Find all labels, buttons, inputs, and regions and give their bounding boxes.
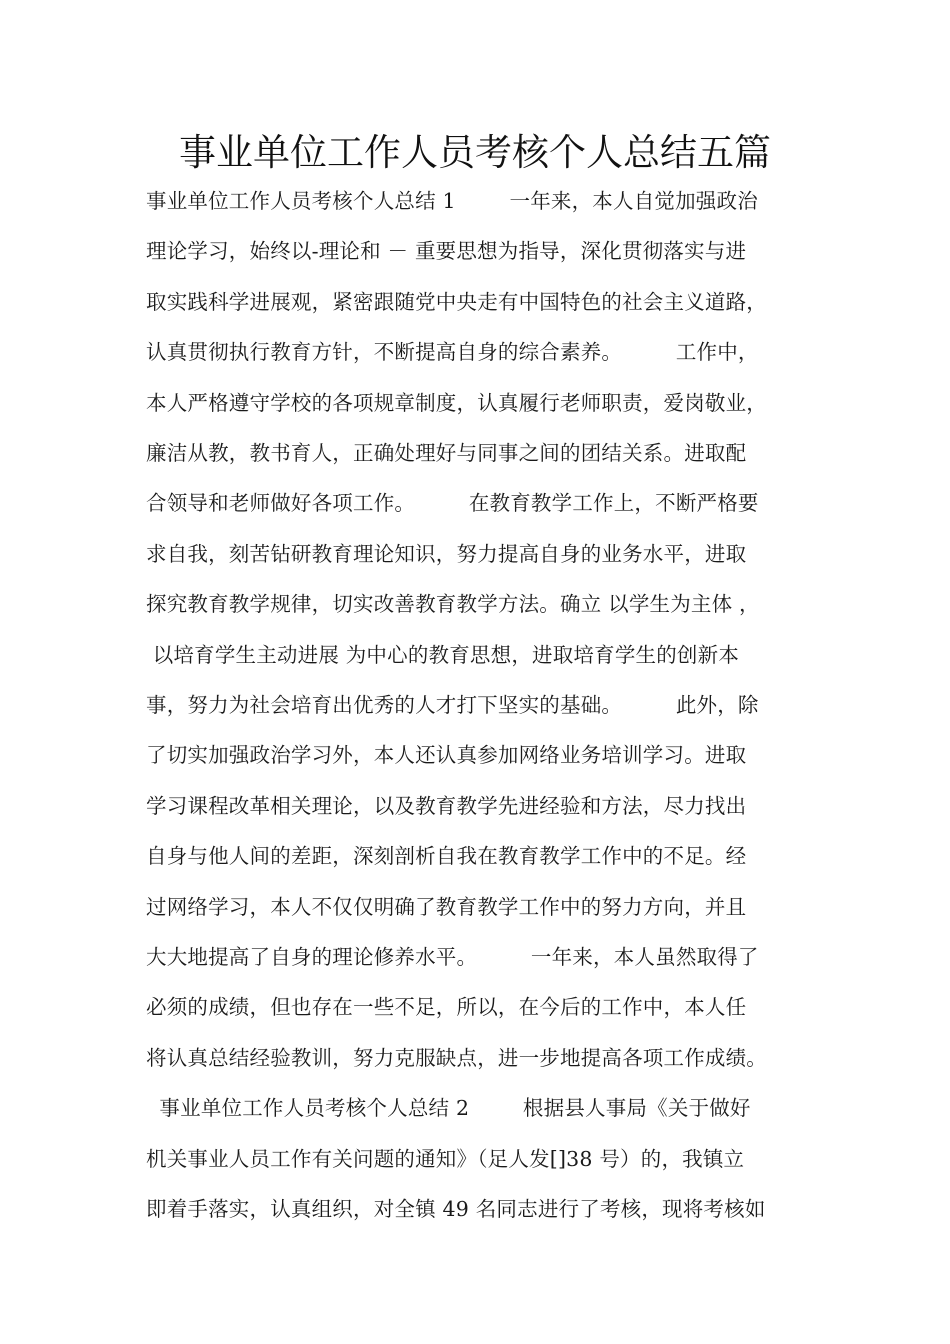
paragraph-line: 廉洁从教，教书育人，正确处理好与同事之间的团结关系。进取配 <box>146 441 747 465</box>
paragraph-line: 过网络学习，本人不仅仅明确了教育教学工作中的努力方向，并且 <box>146 894 747 919</box>
paragraph-line: 认真贯彻执行教育方针，不断提高自身的综合素养。 工作中， <box>146 340 759 365</box>
paragraph-line: 探究教育教学规律，切实改善教育教学方法。确立 以学生为主体 ， <box>146 592 760 617</box>
paragraph-line: 取实践科学进展观，紧密跟随党中央走有中国特色的社会主义道路， <box>146 289 767 314</box>
paragraph-line: 事业单位工作人员考核个人总结 2 根据县人事局《关于做好 <box>146 1096 751 1121</box>
paragraph-line: 本人严格遵守学校的各项规章制度，认真履行老师职责，爱岗敬业， <box>146 390 767 415</box>
paragraph-line: 求自我，刻苦钻研教育理论知识，努力提高自身的业务水平，进取 <box>146 541 747 566</box>
paragraph-line: 自身与他人间的差距，深刻剖析自我在教育教学工作中的不足。经 <box>146 844 747 869</box>
document-title: 事业单位工作人员考核个人总结五篇 <box>179 131 771 174</box>
paragraph-line: 学习课程改革相关理论，以及教育教学先进经验和方法，尽力找出 <box>146 793 747 818</box>
paragraph-line: 大大地提高了自身的理论修养水平。 一年来，本人虽然取得了 <box>146 945 759 969</box>
paragraph-line: 将认真总结经验教训，努力克服缺点，进一步地提高各项工作成绩。 <box>146 1045 767 1070</box>
paragraph-line: 机关事业人员工作有关问题的通知》（足人发[]38 号）的，我镇立 <box>146 1146 745 1171</box>
paragraph-line: 以培育学生主动进展 为中心的教育思想，进取培育学生的创新本 <box>146 642 740 667</box>
paragraph-line: 了切实加强政治学习外，本人还认真参加网络业务培训学习。进取 <box>146 743 747 768</box>
paragraph-line: 事业单位工作人员考核个人总结 1 一年来，本人自觉加强政治 <box>146 189 758 213</box>
paragraph-line: 理论学习，始终以-理论和 － 重要思想为指导，深化贯彻落实与进 <box>146 239 747 264</box>
paragraph-line: 即着手落实，认真组织，对全镇 49 名同志进行了考核，现将考核如 <box>146 1197 766 1221</box>
paragraph-line: 必须的成绩，但也存在一些不足，所以，在今后的工作中，本人任 <box>146 995 747 1020</box>
paragraph-line: 事，努力为社会培育出优秀的人才打下坚实的基础。 此外，除 <box>146 693 759 717</box>
paragraph-line: 合领导和老师做好各项工作。 在教育教学工作上，不断严格要 <box>146 491 759 516</box>
